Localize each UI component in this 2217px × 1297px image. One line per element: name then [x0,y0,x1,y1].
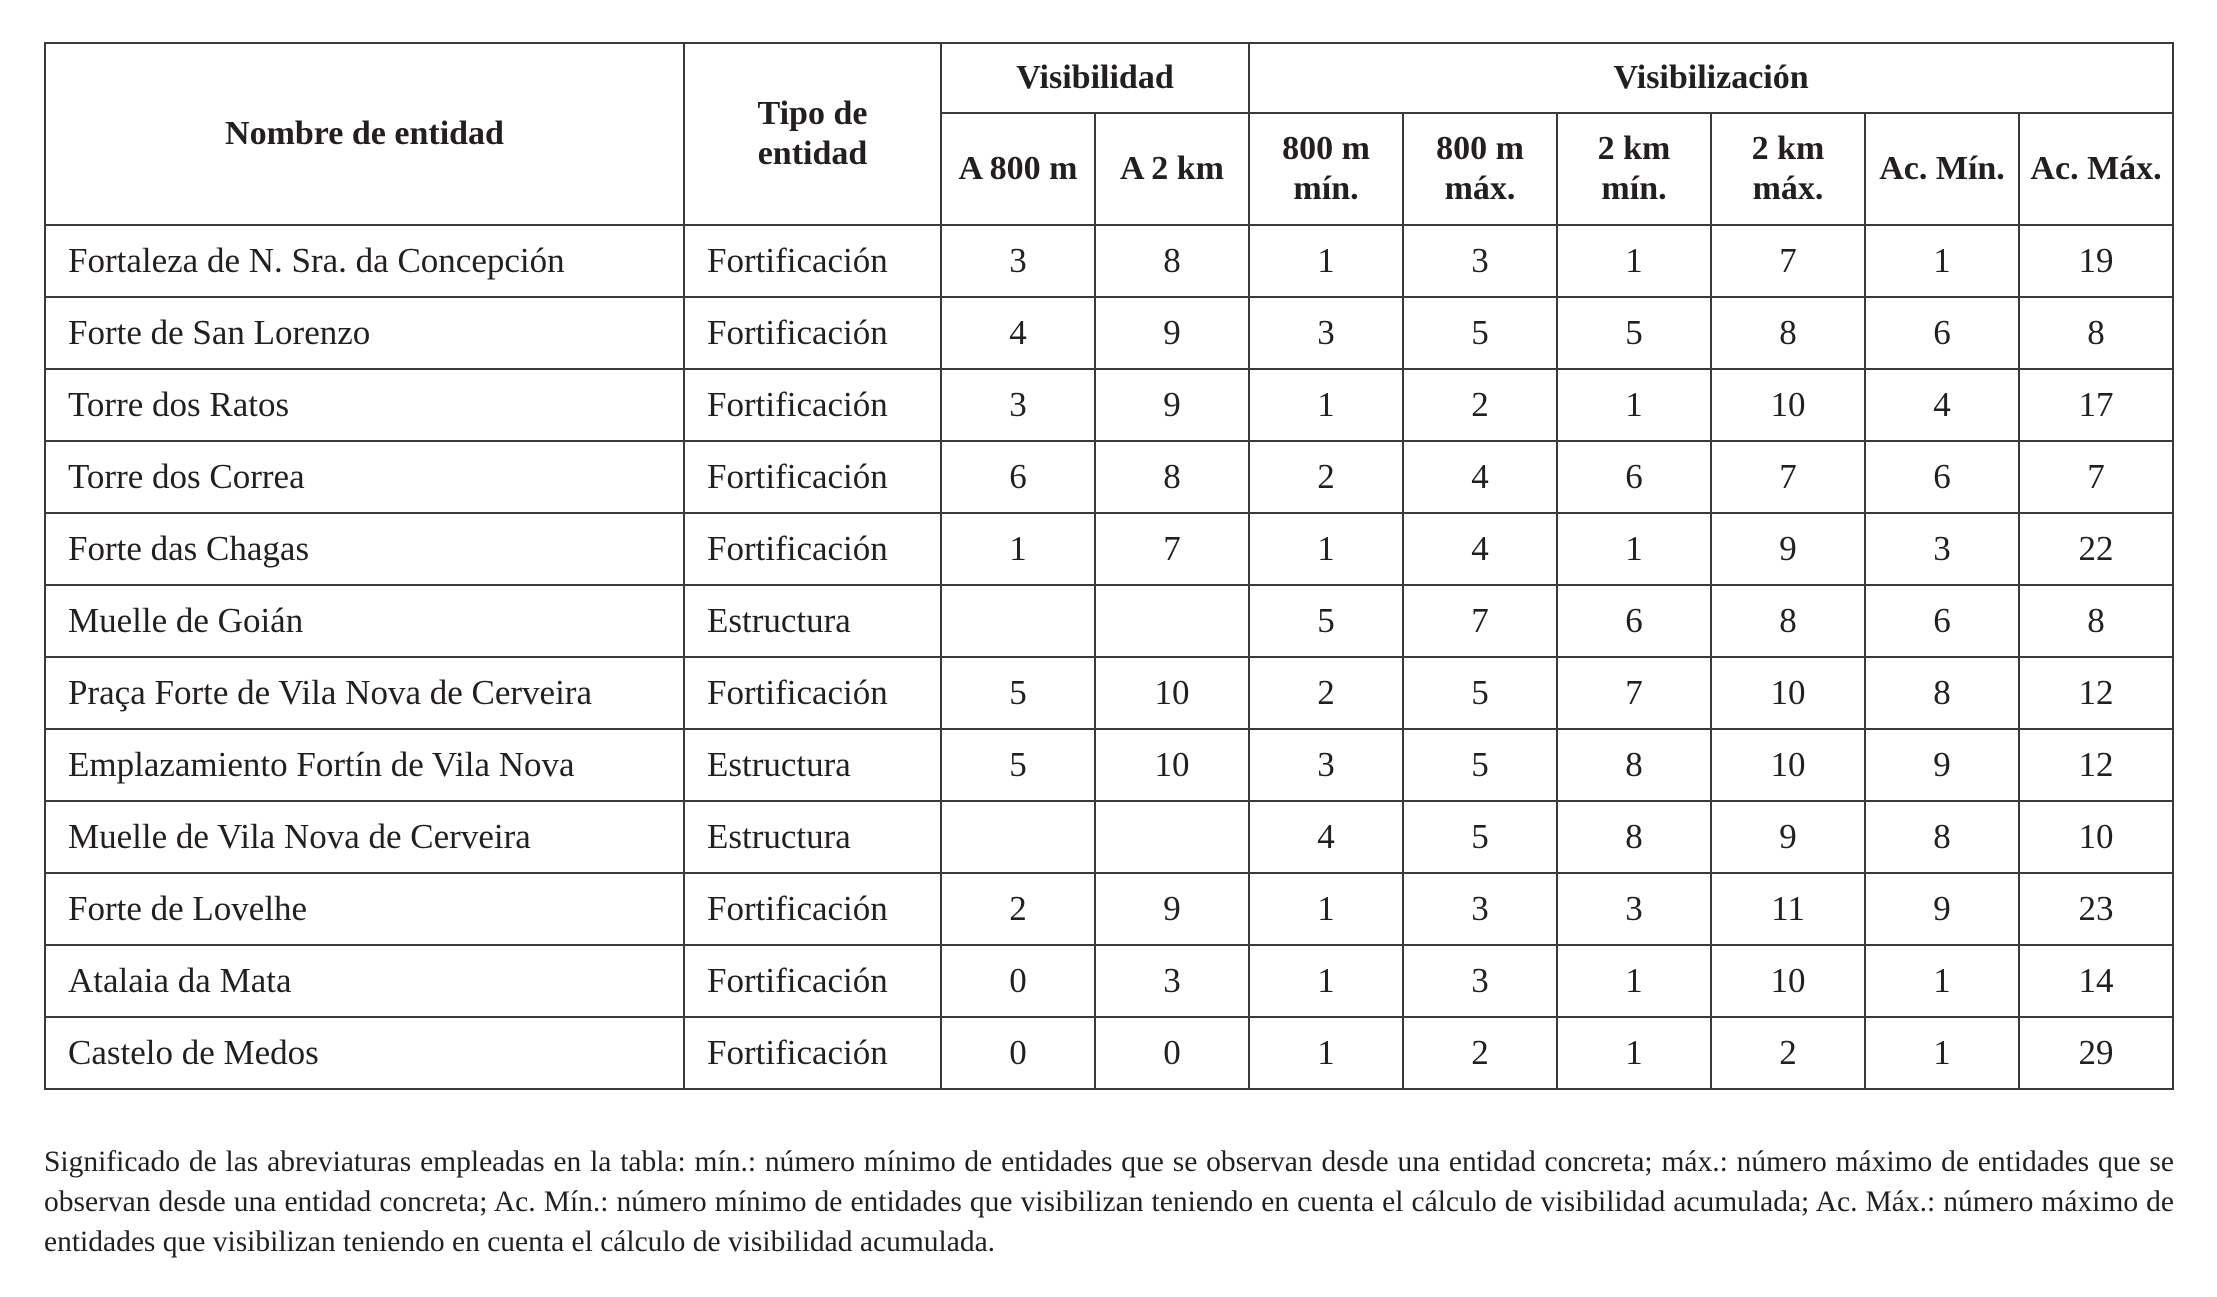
table-container [44,42,2174,1090]
entity-name-cell: Muelle de Vila Nova de Cerveira [45,801,684,873]
value-cell: 8 [2019,585,2173,657]
value-cell: 9 [1711,801,1865,873]
value-cell: 3 [1403,945,1557,1017]
value-cell: 23 [2019,873,2173,945]
entity-type-cell: Fortificación [684,513,941,585]
value-cell: 10 [1711,369,1865,441]
value-cell: 9 [1711,513,1865,585]
header-sub-6: Ac. Mín. [1865,113,2019,225]
value-cell: 22 [2019,513,2173,585]
value-cell: 11 [1711,873,1865,945]
value-cell: 4 [941,297,1095,369]
value-cell [941,801,1095,873]
value-cell: 1 [1249,945,1403,1017]
header-group-visibilizacion: Visibilización [1249,43,2173,113]
value-cell: 2 [941,873,1095,945]
value-cell: 12 [2019,729,2173,801]
value-cell: 6 [1865,297,2019,369]
value-cell: 19 [2019,225,2173,297]
value-cell: 5 [1403,297,1557,369]
value-cell: 8 [1865,657,2019,729]
value-cell: 14 [2019,945,2173,1017]
value-cell: 0 [941,1017,1095,1089]
entity-name-cell: Castelo de Medos [45,1017,684,1089]
header-sub-3: 800 m máx. [1403,113,1557,225]
value-cell: 7 [1711,225,1865,297]
value-cell: 4 [1249,801,1403,873]
header-sub-0: A 800 m [941,113,1095,225]
table-row [45,657,2173,729]
value-cell: 1 [1557,225,1711,297]
value-cell: 10 [2019,801,2173,873]
header-sub-7: Ac. Máx. [2019,113,2173,225]
header-sub-4: 2 km mín. [1557,113,1711,225]
entity-type-cell: Estructura [684,729,941,801]
table-row [45,513,2173,585]
value-cell: 1 [1557,1017,1711,1089]
value-cell: 10 [1095,657,1249,729]
value-cell: 9 [1865,873,2019,945]
value-cell: 5 [1249,585,1403,657]
entity-type-cell: Fortificación [684,297,941,369]
value-cell: 2 [1249,657,1403,729]
entity-name-cell: Forte de San Lorenzo [45,297,684,369]
value-cell: 7 [1403,585,1557,657]
table-footnote: Significado de las abreviaturas empleadas en la tabla: mín.: número mínimo de entidades que se observan desde una entidad concreta; máx.: número máximo de entidades que se observan desde una entidad concreta; Ac. Mín.: número mínimo de entidades que visibilizan teniendo en cuenta el cálculo de visibilidad acumulada; Ac. Máx.: número máximo de entidades que visibilizan teniendo en cuenta el cálculo de visibilidad acumulada. [44,1146,2174,1258]
value-cell: 6 [1557,441,1711,513]
entity-name-cell: Fortaleza de N. Sra. da Concepción [45,225,684,297]
value-cell: 6 [941,441,1095,513]
value-cell: 3 [1403,873,1557,945]
header-sub-2: 800 m mín. [1249,113,1403,225]
entity-type-cell: Estructura [684,801,941,873]
value-cell: 5 [1403,801,1557,873]
entity-name-cell: Atalaia da Mata [45,945,684,1017]
entity-type-cell: Fortificación [684,657,941,729]
value-cell: 5 [941,729,1095,801]
header-type: Tipo de entidad [684,43,941,225]
value-cell: 8 [2019,297,2173,369]
header-row-groups [45,43,2173,113]
value-cell [1095,801,1249,873]
value-cell: 7 [1557,657,1711,729]
value-cell: 3 [1865,513,2019,585]
value-cell: 5 [1403,729,1557,801]
value-cell: 1 [1249,369,1403,441]
value-cell: 10 [1711,657,1865,729]
value-cell: 1 [1249,225,1403,297]
table-body [45,225,2173,1089]
value-cell: 8 [1711,585,1865,657]
entity-type-cell: Estructura [684,585,941,657]
table-row [45,801,2173,873]
value-cell: 8 [1557,729,1711,801]
entity-name-cell: Forte das Chagas [45,513,684,585]
value-cell: 7 [2019,441,2173,513]
value-cell: 3 [941,369,1095,441]
entity-type-cell: Fortificación [684,369,941,441]
value-cell: 9 [1095,369,1249,441]
table-row [45,729,2173,801]
value-cell: 1 [1557,513,1711,585]
value-cell: 6 [1557,585,1711,657]
value-cell: 2 [1403,1017,1557,1089]
value-cell: 5 [1557,297,1711,369]
visibility-table [44,42,2174,1090]
header-name: Nombre de entidad [45,43,684,225]
value-cell: 1 [1557,945,1711,1017]
value-cell: 5 [1403,657,1557,729]
entity-type-cell: Fortificación [684,945,941,1017]
value-cell: 6 [1865,441,2019,513]
table-row [45,369,2173,441]
value-cell: 6 [1865,585,2019,657]
value-cell: 4 [1403,441,1557,513]
header-sub-5: 2 km máx. [1711,113,1865,225]
value-cell: 0 [941,945,1095,1017]
value-cell: 7 [1711,441,1865,513]
header-group-visibilidad: Visibilidad [941,43,1249,113]
value-cell: 10 [1711,729,1865,801]
entity-type-cell: Fortificación [684,873,941,945]
entity-type-cell: Fortificación [684,1017,941,1089]
value-cell: 9 [1865,729,2019,801]
header-sub-1: A 2 km [1095,113,1249,225]
value-cell: 3 [1403,225,1557,297]
value-cell: 1 [1249,513,1403,585]
value-cell: 1 [1249,1017,1403,1089]
table-row [45,873,2173,945]
value-cell: 4 [1403,513,1557,585]
value-cell: 1 [1865,1017,2019,1089]
table-row [45,585,2173,657]
value-cell: 8 [1557,801,1711,873]
value-cell [1095,585,1249,657]
value-cell: 1 [1249,873,1403,945]
value-cell: 8 [1095,225,1249,297]
value-cell: 29 [2019,1017,2173,1089]
value-cell: 2 [1403,369,1557,441]
table-row [45,297,2173,369]
value-cell: 5 [941,657,1095,729]
value-cell: 4 [1865,369,2019,441]
entity-name-cell: Emplazamiento Fortín de Vila Nova [45,729,684,801]
entity-name-cell: Torre dos Correa [45,441,684,513]
value-cell: 9 [1095,873,1249,945]
value-cell: 2 [1711,1017,1865,1089]
value-cell: 3 [1249,297,1403,369]
value-cell: 3 [1249,729,1403,801]
value-cell: 7 [1095,513,1249,585]
value-cell: 0 [1095,1017,1249,1089]
entity-name-cell: Forte de Lovelhe [45,873,684,945]
value-cell: 3 [941,225,1095,297]
value-cell: 8 [1711,297,1865,369]
value-cell: 2 [1249,441,1403,513]
value-cell: 3 [1557,873,1711,945]
value-cell: 3 [1095,945,1249,1017]
table-row [45,441,2173,513]
entity-type-cell: Fortificación [684,441,941,513]
value-cell: 12 [2019,657,2173,729]
value-cell: 1 [941,513,1095,585]
value-cell: 9 [1095,297,1249,369]
value-cell: 1 [1557,369,1711,441]
value-cell: 10 [1711,945,1865,1017]
entity-name-cell: Muelle de Goián [45,585,684,657]
table-row [45,1017,2173,1089]
value-cell: 8 [1095,441,1249,513]
value-cell: 8 [1865,801,2019,873]
value-cell: 17 [2019,369,2173,441]
table-row [45,225,2173,297]
entity-type-cell: Fortificación [684,225,941,297]
table-header [45,43,2173,225]
value-cell [941,585,1095,657]
value-cell: 1 [1865,225,2019,297]
value-cell: 1 [1865,945,2019,1017]
table-row [45,945,2173,1017]
entity-name-cell: Torre dos Ratos [45,369,684,441]
value-cell: 10 [1095,729,1249,801]
entity-name-cell: Praça Forte de Vila Nova de Cerveira [45,657,684,729]
